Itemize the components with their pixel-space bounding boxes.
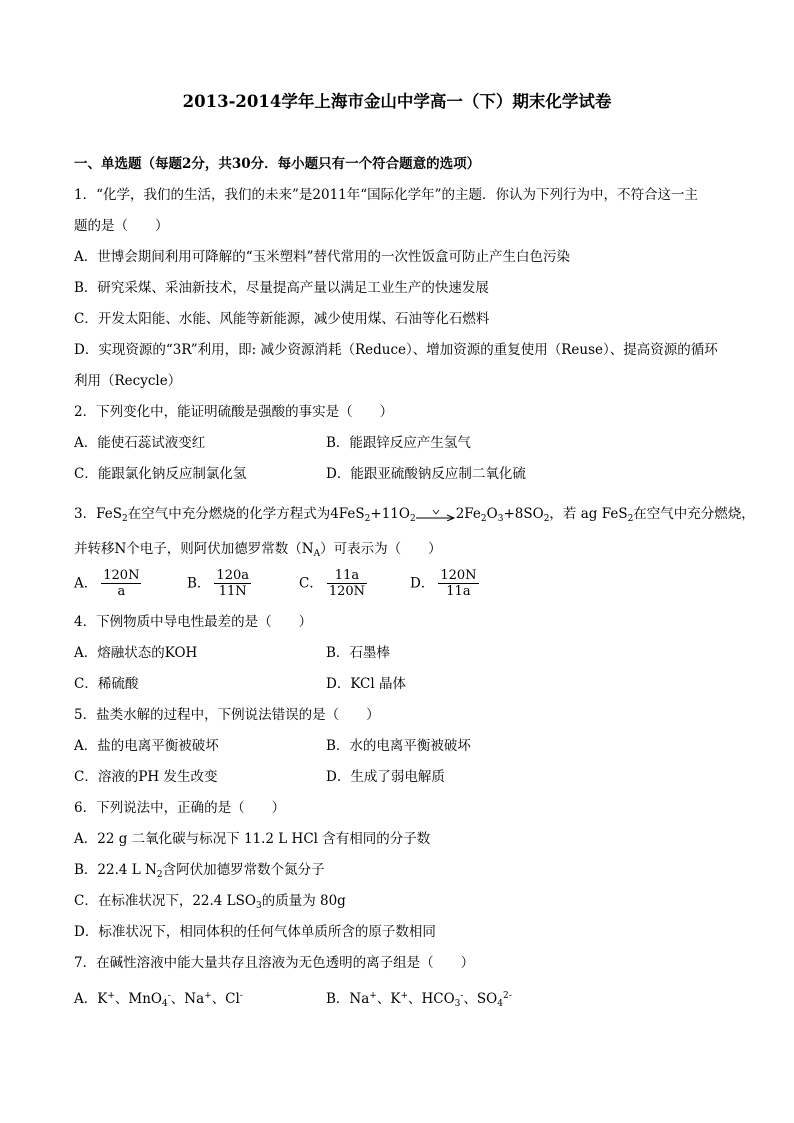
superscript: +	[400, 991, 408, 1001]
page-title: 2013-2014学年上海市金山中学高一（下）期末化学试卷	[182, 92, 612, 111]
q2-option-d: D．能跟亚硫酸钠反应制二氧化硫	[326, 466, 526, 482]
fraction	[214, 568, 251, 599]
q4-option-b: B．石墨棒	[326, 645, 390, 661]
q3-text: 并转移N个电子，则阿伏加德罗常数（N	[74, 541, 314, 557]
subscript: 2	[543, 514, 550, 524]
q4-option-d: D．KCl 晶体	[326, 676, 406, 692]
numerator: 11a	[327, 568, 367, 584]
option-text: 含阿伏加德罗常数个氮分子	[162, 862, 325, 878]
option-text: C．在标准状况下，22.4 LSO	[74, 893, 256, 909]
numerator: 120N	[103, 568, 140, 583]
option-label: A．	[74, 575, 98, 592]
subscript: 3	[497, 514, 504, 524]
q3-text: O	[486, 506, 498, 522]
q3-text: +8SO	[503, 506, 544, 522]
subscript: 2	[627, 514, 634, 524]
q5-option-a: A．盐的电离平衡被破坏	[74, 738, 219, 754]
q3-option-a	[74, 568, 145, 599]
subscript: 3	[255, 901, 262, 911]
subscript: A	[313, 549, 321, 559]
subscript: 2	[121, 514, 128, 524]
q4-option-a: A．熔融状态的KOH	[74, 645, 198, 661]
subscript: 2	[156, 870, 163, 880]
q1-option-d-line1: D．实现资源的“3R”利用，即: 减少资源消耗（Reduce）、增加资源的重复使用（Reuse）、提高资源的循环	[74, 342, 718, 358]
q5-stem: 5．盐类水解的过程中，下例说法错误的是（ ）	[74, 707, 380, 723]
fraction	[101, 568, 141, 599]
denominator: 120N	[328, 584, 366, 599]
q3-stem-line1	[74, 505, 755, 523]
option-text: 、K	[376, 991, 401, 1007]
q2-option-a: A．能使石蕊试液变红	[74, 435, 206, 451]
fraction	[327, 568, 367, 599]
q5-option-b: B．水的电离平衡被破坏	[326, 738, 471, 754]
option-label: B．	[187, 575, 211, 592]
q1-option-a: A．世博会期间利用可降解的“玉米塑料”替代常用的一次性饭盒可防止产生白色污染	[74, 249, 571, 265]
superscript: +	[204, 991, 212, 1001]
superscript: -	[167, 991, 171, 1001]
q6-stem: 6．下列说法中，正确的是（ ）	[74, 800, 286, 816]
option-text: 、SO	[463, 991, 498, 1007]
q3-stem-line2	[74, 540, 442, 558]
option-text: A．K	[74, 991, 108, 1007]
q3-text: +11O	[370, 506, 410, 522]
subscript: 4	[161, 999, 168, 1009]
superscript: -	[239, 991, 243, 1001]
q3-text: ，若 ag FeS	[549, 506, 628, 522]
q5-option-c: C．溶液的PH 发生改变	[74, 769, 218, 785]
q7-stem: 7．在碱性溶液中能大量共存且溶液为无色透明的离子组是（ ）	[74, 955, 475, 971]
superscript: 2-	[503, 991, 512, 1001]
q7-option-a	[74, 990, 243, 1008]
q1-option-c: C．开发太阳能、水能、风能等新能源，减少使用煤、石油等化石燃料	[74, 311, 490, 327]
option-text: 、HCO	[407, 991, 455, 1007]
q6-option-b	[74, 861, 325, 879]
q1-option-d-line2: 利用（Recycle）	[74, 373, 182, 389]
q3-option-d	[410, 568, 483, 599]
denominator: 11N	[218, 584, 247, 599]
q3-text: 在空气中充分燃烧，	[633, 506, 755, 522]
q5-option-d: D．生成了弱电解质	[326, 769, 445, 785]
q6-option-c	[74, 892, 346, 910]
superscript: -	[460, 991, 464, 1001]
q1-stem-line2: 题的是（ ）	[74, 218, 169, 234]
section-heading: 一、单选题（每题2分，共30分．每小题只有一个符合题意的选项）	[74, 156, 481, 172]
q7-option-b	[326, 990, 512, 1008]
option-text: 、Na	[170, 991, 205, 1007]
q3-text: ）可表示为（ ）	[320, 541, 442, 557]
subscript: 3	[454, 999, 461, 1009]
q6-option-a: A．22 g 二氧化碳与标况下 11.2 L HCl 含有相同的分子数	[74, 831, 431, 847]
superscript: +	[107, 991, 115, 1001]
q6-option-d: D．标准状况下，相同体积的任何气体单质所含的原子数相同	[74, 924, 436, 940]
subscript: 2	[409, 514, 416, 524]
denominator: a	[117, 584, 126, 599]
q1-stem-line1: 1．“化学，我们的生活，我们的未来”是2011年“国际化学年”的主题．你认为下列行为中，不符合这一主	[74, 187, 699, 203]
q4-option-c: C．稀硫酸	[74, 676, 139, 692]
option-text: 的质量为 80g	[261, 893, 346, 909]
fraction	[438, 568, 478, 599]
q2-option-c: C．能跟氯化钠反应制氯化氢	[74, 466, 247, 482]
q3-option-c	[299, 568, 371, 599]
q3-text: 2Fe	[455, 506, 481, 522]
q3-option-b	[187, 568, 255, 599]
option-text: 、Cl	[211, 991, 240, 1007]
subscript: 4	[497, 999, 503, 1009]
subscript: 2	[480, 514, 487, 524]
q1-option-b: B．研究采煤、采油新技术，尽量提高产量以满足工业生产的快速发展	[74, 280, 489, 296]
numerator: 120a	[216, 568, 249, 583]
option-text: 、MnO	[114, 991, 162, 1007]
q3-text: 3．FeS	[74, 506, 122, 522]
superscript: +	[369, 991, 377, 1001]
option-label: C．	[299, 575, 323, 592]
reaction-arrow-icon	[416, 509, 456, 521]
q2-stem: 2．下列变化中，能证明硫酸是强酸的事实是（ ）	[74, 404, 394, 420]
q4-stem: 4．下例物质中导电性最差的是（ ）	[74, 614, 313, 630]
option-text: B．22.4 L N	[74, 862, 157, 878]
option-label: D．	[410, 575, 435, 592]
numerator: 120N	[440, 568, 477, 583]
subscript: 2	[364, 514, 371, 524]
option-text: B．Na	[326, 991, 370, 1007]
q2-option-b: B．能跟锌反应产生氢气	[326, 435, 471, 451]
denominator: 11a	[446, 584, 471, 599]
q3-text: 在空气中充分燃烧的化学方程式为4FeS	[127, 506, 365, 522]
